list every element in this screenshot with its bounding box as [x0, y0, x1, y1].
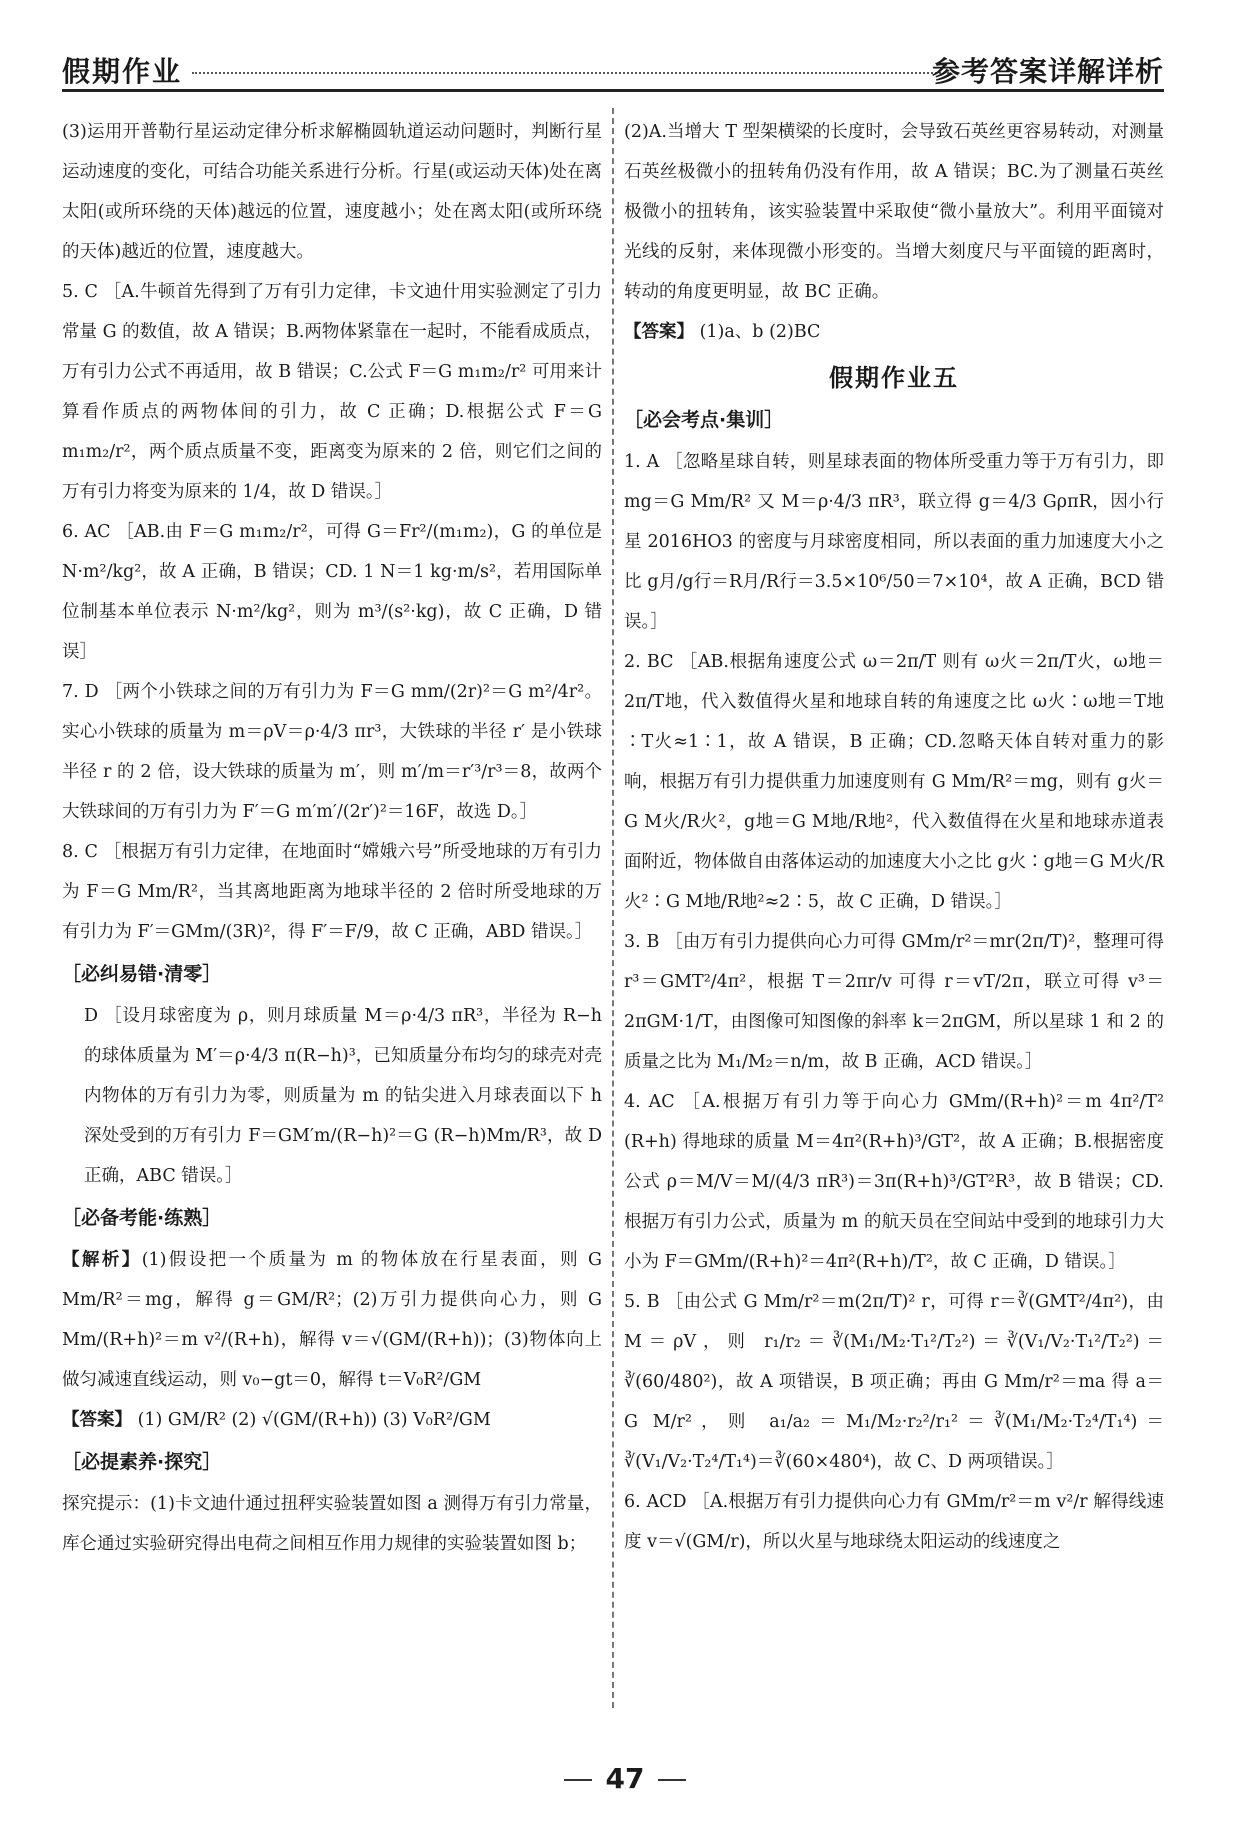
page-number: [0, 1762, 1250, 1795]
paragraph-experiment-note: (2)A.当增大 T 型架横梁的长度时，会导致石英丝更容易转动，对测量石英丝极微小的扭转角仍没有作用，故 A 错误；BC.为了测量石英丝极微小的扭转角，该实验装置中采取使“微小量放大”。利用平面镜对光线的反射，来体现微小形变的。当增大刻度尺与平面镜的距离时，转动的角度更明显，故 BC 正确。: [624, 122, 1164, 302]
section-heading-suyang: ［必提素养·探究］: [62, 1451, 222, 1473]
column-divider: [612, 108, 614, 1708]
page-number-dash-left: [564, 1779, 592, 1781]
hw5-item-3: 3. B ［由万有引力提供向心力可得 GMm/r²＝mr(2π/T)²，整理可得 r³＝GMT²/4π²，根据 T＝2πr/v 可得 r＝vT/2π，联立可得 v³＝2πGM·1/T，由图像可知图像的斜率 k＝2πGM，所以星球 1 和 2 的质量之比为 M₁/M₂＝n/m，故 B 正确，ACD 错误。］: [624, 932, 1164, 1072]
page-number-value: 47: [605, 1762, 645, 1795]
header-right-title: 参考答案详解详析: [931, 55, 1164, 88]
right-column: [624, 112, 1164, 1562]
answer-item-5: 5. C ［A.牛顿首先得到了万有引力定律，卡文迪什用实验测定了引力常量 G 的数值，故 A 错误；B.两物体紧靠在一起时，不能看成质点，万有引力公式不再适用，故 B 错误；C.公式 F＝G m₁m₂/r² 可用来计算看作质点的两物体间的引力，故 C 正确；D.根据公式 F＝G m₁m₂/r²，两个质点质量不变，距离变为原来的 2 倍，则它们之间的万有引力将变为原来的 1/4，故 D 错误。］: [62, 282, 602, 502]
intro-answer: (1)a、b (2)BC: [699, 322, 821, 342]
page-number-dash-right: [658, 1779, 686, 1781]
header-dotted-leader: [192, 72, 949, 74]
paragraph-kepler-note: (3)运用开普勒行星运动定律分析求解椭圆轨道运动问题时，判断行星运动速度的变化，可结合功能关系进行分析。行星(或运动天体)处在离太阳(或所环绕的天体)越远的位置，速度越小；处在离太阳(或所环绕的天体)越近的位置，速度越大。: [62, 122, 602, 262]
kaoneng-answer: (1) GM/R² (2) √(GM/(R+h)) (3) V₀R²/GM: [137, 1410, 491, 1430]
tanjiu-hint: 探究提示：(1)卡文迪什通过扭秤实验装置如图 a 测得万有引力常量，库仑通过实验研究得出电荷之间相互作用力规律的实验装置如图 b；: [62, 1494, 602, 1554]
section-heading-kaoneng: ［必备考能·练熟］: [62, 1207, 222, 1229]
answer-item-7: 7. D ［两个小铁球之间的万有引力为 F＝G mm/(2r)²＝G m²/4r²。实心小铁球的质量为 m＝ρV＝ρ·4/3 πr³，大铁球的半径 r′ 是小铁球半径 r 的 2 倍，设大铁球的质量为 m′，则 m′/m＝r′³/r³＝8，故两个大铁球间的万有引力为 F′＝G m′m′/(2r′)²＝16F，故选 D。］: [62, 682, 602, 822]
jiexi-label: 【解析】: [62, 1250, 142, 1270]
answer-item-8: 8. C ［根据万有引力定律，在地面时“嫦娥六号”所受地球的万有引力为 F＝G Mm/R²，当其离地距离为地球半径的 2 倍时所受地球的万有引力为 F′＝GMm/(3R)²，得 F′＝F/9，故 C 正确，ABD 错误。］: [62, 842, 602, 942]
page-header: [62, 48, 1164, 92]
jiucuo-answer: D ［设月球密度为 ρ，则月球质量 M＝ρ·4/3 πR³，半径为 R−h 的球体质量为 M′＝ρ·4/3 π(R−h)³，已知质量分布均匀的球壳对壳内物体的万有引力为零，则质量为 m 的钻尖进入月球表面以下 h 深处受到的万有引力 F＝GM′m/(R−h)²＝G (R−h)Mm/R³，故 D 正确，ABC 错误。］: [84, 1006, 602, 1186]
section-heading-kaodian: ［必会考点·集训］: [624, 409, 784, 431]
answer-item-6: 6. AC ［AB.由 F＝G m₁m₂/r²，可得 G＝Fr²/(m₁m₂)，G 的单位是 N·m²/kg²，故 A 正确，B 错误；CD. 1 N＝1 kg·m/s²，若用国际单位制基本单位表示 N·m²/kg²，则为 m³/(s²·kg)，故 C 正确，D 错误］: [62, 522, 602, 662]
section-heading-jiucuo: ［必纠易错·清零］: [62, 963, 222, 985]
header-rule: [62, 89, 1164, 92]
intro-answer-label: 【答案】: [624, 322, 694, 342]
hw5-item-1: 1. A ［忽略星球自转，则星球表面的物体所受重力等于万有引力，即 mg＝G Mm/R² 又 M＝ρ·4/3 πR³，联立得 g＝4/3 GρπR，因小行星 2016HO3 的密度与月球密度相同，所以表面的重力加速度大小之比 g月/g行＝R月/R行＝3.5×10⁶/50＝7×10⁴，故 A 正确，BCD 错误。］: [624, 452, 1164, 632]
left-column: [62, 112, 602, 1564]
hw5-item-2: 2. BC ［AB.根据角速度公式 ω＝2π/T 则有 ω火＝2π/T火，ω地＝2π/T地，代入数值得火星和地球自转的角速度之比 ω火∶ω地＝T地∶T火≈1∶1，故 A 错误，B 正确；CD.忽略天体自转对重力的影响，根据万有引力提供重力加速度则有 G Mm/R²＝mg，则有 g火＝G M火/R火²，g地＝G M地/R地²，代入数值得在火星和地球赤道表面附近，物体做自由落体运动的加速度大小之比 g火∶g地＝G M火/R火²∶G M地/R地²≈2∶5，故 C 正确，D 错误。］: [624, 652, 1164, 912]
kaoneng-answer-label: 【答案】: [62, 1410, 132, 1430]
kaoneng-explanation: (1)假设把一个质量为 m 的物体放在行星表面，则 G Mm/R²＝mg，解得 g＝GM/R²；(2)万引力提供向心力，则 G Mm/(R+h)²＝m v²/(R+h)，解得 v＝√(GM/(R+h))；(3)物体向上做匀减速直线运动，则 v₀−gt＝0，解得 t＝V₀R²/GM: [62, 1250, 602, 1390]
hw5-item-5: 5. B ［由公式 G Mm/r²＝m(2π/T)² r，可得 r＝∛(GMT²/4π²)，由 M＝ρV，则 r₁/r₂＝∛(M₁/M₂·T₁²/T₂²)＝∛(V₁/V₂·T₁²/T₂²)＝∛(60/480²)，故 A 项错误，B 项正确；再由 G Mm/r²＝ma 得 a＝G M/r²，则 a₁/a₂＝M₁/M₂·r₂²/r₁²＝∛(M₁/M₂·T₂⁴/T₁⁴)＝∛(V₁/V₂·T₂⁴/T₁⁴)＝∛(60×480⁴)，故 C、D 两项错误。］: [624, 1292, 1164, 1472]
homework-title: 假期作业五: [829, 364, 959, 392]
hw5-item-6: 6. ACD ［A.根据万有引力提供向心力有 GMm/r²＝m v²/r 解得线速度 v＝√(GM/r)，所以火星与地球绕太阳运动的线速度之: [624, 1492, 1164, 1552]
header-left-title: 假期作业: [62, 55, 183, 88]
hw5-item-4: 4. AC ［A.根据万有引力等于向心力 GMm/(R+h)²＝m 4π²/T² (R+h) 得地球的质量 M＝4π²(R+h)³/GT²，故 A 正确；B.根据密度公式 ρ＝M/V＝M/(4/3 πR³)＝3π(R+h)³/GT²R³，故 B 错误；CD.根据万有引力公式，质量为 m 的航天员在空间站中受到的地球引力大小为 F＝GMm/(R+h)²＝4π²(R+h)/T²，故 C 正确，D 错误。］: [624, 1092, 1164, 1272]
